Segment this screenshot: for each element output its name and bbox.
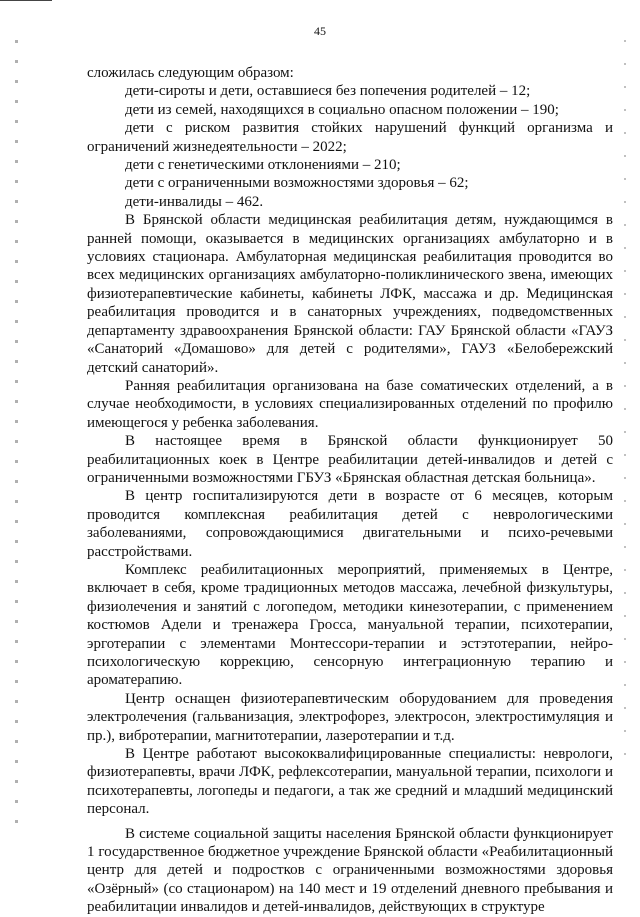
list-item: дети с генетическими отклонениями – 210; [125, 157, 401, 174]
intro-line: сложилась следующим образом: [87, 65, 294, 81]
list-item: дети-инвалиды – 462. [125, 193, 264, 210]
list-item: дети-сироты и дети, оставшиеся без попечения родителей – 12; [125, 83, 531, 100]
list-item: дети с ограниченными возможностями здоровья – 62; [125, 175, 469, 192]
paragraph: В системе социальной защиты населения Брянской области функционирует 1 государственное бюджетное учреждение Брянской области «Реабилитационный центр для детей и подростков с ограниченными возможностями здоровья «Озёрный» (со стационаром) на 140 мест и 19 отделений дневного пребывания и реабилитации инвалидов и детей-инвалидов, действующих в структуре [87, 825, 613, 916]
document-body [87, 64, 613, 917]
paragraph: В настоящее время в Брянской области функционирует 50 реабилитационных коек в Центре реабилитации детей-инвалидов и детей с ограниченными возможностями ГБУЗ «Брянская областная детская больница». [87, 433, 613, 486]
paragraph: Комплекс реабилитационных мероприятий, применяемых в Центре, включает в себя, кроме традиционных методов массажа, лечебной физкультуры, физиолечения и занятий с логопедом, методики кинезотерапии, с применением костюмов Адели и тренажера Гросса, мануальной терапии, психотерапии, эрготерапии с элементами Монтессори-терапии и эстэтотерапии, нейро-психологическую коррекцию, сенсорную интеграционную терапию и ароматерапию. [87, 561, 613, 689]
scan-top-rule [0, 0, 52, 1]
paragraph: В центр госпитализируются дети в возрасте от 6 месяцев, которым проводится комплексная реабилитация детей с неврологическими заболеваниями, сопровождающимися двигательными и психо-речевыми расстройствами. [87, 488, 613, 560]
left-margin-scan-marks [15, 40, 19, 840]
page-number: 45 [314, 24, 326, 38]
paragraph: В Брянской области медицинская реабилитация детям, нуждающимся в ранней помощи, оказывается в медицинских организациях амбулаторно и в условиях стационара. Амбулаторная медицинская реабилитация проводится во всех медицинских организациях амбулаторно-поликлинического звена, имеющих физиотерапевтические кабинеты, кабинеты ЛФК, массажа и др. Медицинская реабилитация проводится и в санаторных учреждениях, подведомственных департаменту здравоохранения Брянской области: ГАУ Брянской области «ГАУЗ «Санаторий «Домашово» для детей с родителями», ГАУЗ «Белобережский детский санаторий». [87, 212, 613, 376]
paragraph: Ранняя реабилитация организована на базе соматических отделений, а в случае необходимости, в условиях специализированных отделений по профилю имеющегося у ребенка заболевания. [87, 377, 613, 431]
paragraph: В Центре работают высококвалифицированные специалисты: неврологи, физиотерапевты, врачи ЛФК, рефлексотерапии, мануальной терапии, психологи и психотерапевты, логопеды и педагоги, а так же средний и младший медицинский персонал. [87, 746, 613, 818]
right-margin-scan-marks [624, 40, 628, 776]
list-item: дети из семей, находящихся в социально опасном положении – 190; [125, 101, 559, 118]
paragraph: Центр оснащен физиотерапевтическим оборудованием для проведения электролечения (гальванизация, электрофорез, электросон, электростимуляция и пр.), вибротерапии, магнитотерапии, лазеротерапии и т.д. [87, 690, 613, 744]
list-item: дети с риском развития стойких нарушений функций организма и ограничений жизнедеятельности – 2022; [87, 120, 613, 155]
